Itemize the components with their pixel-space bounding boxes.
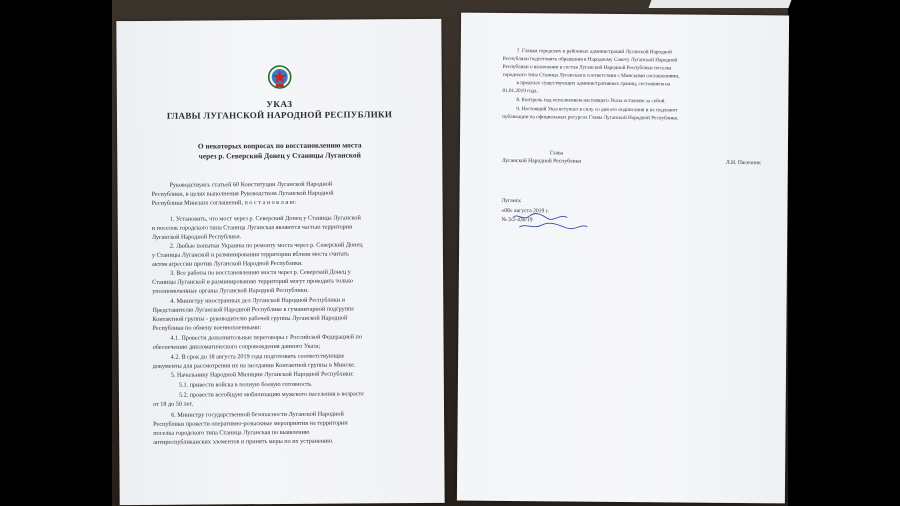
decree-item-line: 9. Настоящий Указ вступает в силу со дня его подписания и не подлежит [516, 106, 678, 114]
decree-item-line: Республики подготовить обращения в Народному Совету Луганской Народной [502, 55, 678, 64]
decree-item-line: Республики по обмену военнопленными: [152, 324, 262, 332]
decree-item-line: документы для рассмотрения их на заседании Контактной группы в Минске. [152, 361, 356, 370]
decree-item-line: 7. Главам городских и районных администраций Луганской Народной [516, 48, 672, 56]
decree-item-line: городского типа Станица Луганская в соответствии с Минскими соглашениями, [502, 71, 680, 80]
decree-item-line: 5. Начальнику Народной Милиции Луганской Народной Республики: [170, 370, 354, 379]
preamble-line: Республики Минских соглашений, п о с т а н о в л я ю: [151, 198, 297, 207]
preamble-line: Руководствуясь статьей 60 Конституции Луганской Народной [169, 180, 333, 189]
city-label: Луганск [501, 197, 521, 205]
signatory-role: Глава [549, 150, 564, 157]
signatory-name: Л.И. Пасечник [725, 159, 761, 167]
handwritten-date-scrawl [507, 211, 617, 236]
decree-item-line: 4.1. Провести дополнительные переговоры с Российской Федерацией по [170, 333, 362, 342]
decree-item-line: и поселок городского типа Станица Луганская являются частью территории [151, 223, 353, 232]
decree-title: УКАЗ [266, 98, 293, 110]
decree-item-line: 01.01.2019 года. [502, 87, 538, 95]
preamble-line: Республики, в целях выполнения Руководством Луганской Народной [151, 189, 334, 198]
decree-page-2 [457, 13, 789, 504]
paper-corner [649, 0, 792, 8]
decree-item-line: поселка городского типа Станица Луганская по выявлению [153, 428, 310, 437]
signatory-role: Луганской Народной Республики [501, 157, 582, 165]
decree-item-line: Республики провести оперативно-розыскные мероприятия на территории [153, 419, 348, 428]
decree-item-line: Контактной группы - руководителю рабочей группы Луганской Народной [152, 314, 348, 323]
lnr-coat-of-arms-icon [267, 64, 293, 90]
decree-item-line: 2. Любые попытки Украины по ремонту моста через р. Северский Донец [169, 241, 363, 250]
decree-heading-line-1: О некоторых вопросах по восстановлению моста [197, 140, 362, 151]
decree-item-line: от 18 до 50 лет. [152, 400, 194, 408]
decree-item-line: 6. Министру государственной безопасности Луганской Народной [171, 410, 344, 419]
decree-item-line: 4. Министру иностранных дел Луганской Народной Республики и [170, 296, 345, 305]
decree-item-line: публикации на официальных ресурсах Главы Луганской Народной Республики. [502, 113, 679, 122]
decree-item-line: 8. Контроль над исполнением настоящего Указа оставляю за собой. [516, 97, 666, 105]
decree-item-line: Республики о включении в состав Луганской Народной Республики поселка [502, 63, 672, 72]
decree-item-line: 5.1. привести войска в полную боевую готовность. [178, 380, 313, 389]
decree-item-line: актом агрессии против Луганской Народной Республики. [151, 259, 303, 268]
decree-item-line: у Станицы Луганской и разминирования территории вблизи моста считать [151, 250, 350, 259]
decree-item-line: Представителю Луганской Народной Республике в гуманитарной подгруппе [152, 305, 355, 314]
decree-heading-line-2: через р. Северский Донец у Станицы Луганской [198, 150, 361, 161]
decree-item-line: Луганской Народной Республики. [151, 233, 242, 241]
decree-item-line: 1. Установить, что мост через р. Северский Донец у Станицы Луганской [169, 214, 361, 223]
decree-number: № 3/2-436/19 [501, 216, 533, 224]
decree-date: «08» августа 2019 г. [501, 207, 549, 215]
decree-item-line: уполномоченные органы Луганской Народной Республики. [152, 286, 309, 295]
decree-item-line: в пределах существующих административных границ, состоянием на [516, 80, 671, 88]
decree-item-line: обеспечению дипломатического сопровождения данного Указа; [152, 342, 321, 351]
decree-item-line: антиреспубликанских элементов и принять меры по их устранению. [153, 437, 334, 446]
decree-subtitle: ГЛАВЫ ЛУГАНСКОЙ НАРОДНОЙ РЕСПУБЛИКИ [166, 109, 393, 121]
decree-page-1 [116, 19, 444, 505]
decree-item-line: 4.2. В срок до 18 августа 2019 года подготовить соответствующие [170, 352, 345, 361]
decree-item-line: 3. Все работы по восстановлению моста через р. Северский Донец у [170, 268, 351, 277]
decree-item-line: 5.2. провести всеобщую мобилизацию мужского населения в возрасте [178, 390, 364, 399]
decree-item-line: Станицы Луганской и разминированию территорий могут проводить только [152, 277, 353, 286]
